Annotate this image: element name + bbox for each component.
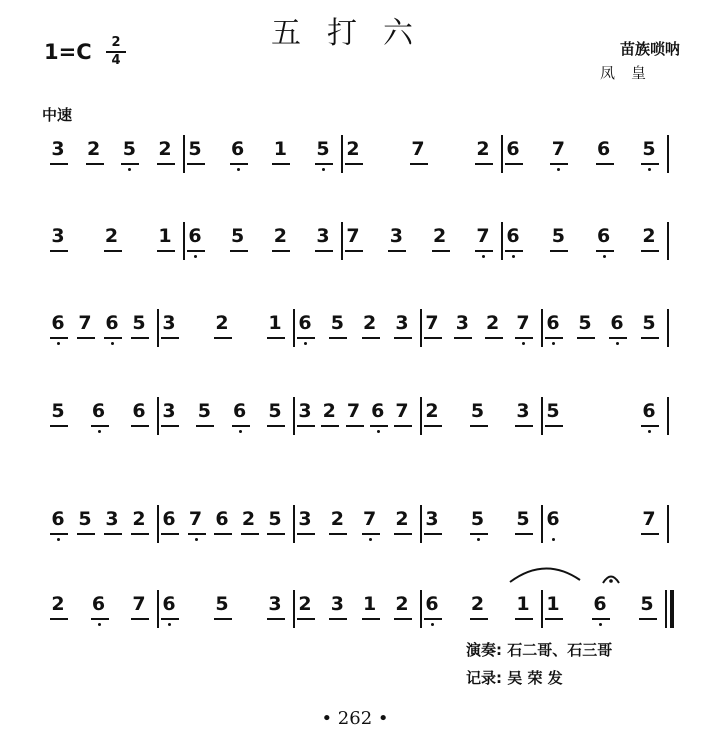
note: 7 (551, 138, 565, 160)
note: 3 (455, 312, 469, 334)
octave-dot (304, 342, 307, 345)
time-signature-top: 2 (111, 35, 121, 50)
octave-dot (603, 255, 606, 258)
note: 6 (231, 138, 245, 160)
note: 2 (476, 138, 490, 160)
barline (541, 590, 543, 628)
beam (321, 425, 339, 427)
beam (297, 337, 315, 339)
note: 7 (346, 225, 360, 247)
note: 2 (51, 593, 65, 615)
beam (241, 533, 259, 535)
beam (91, 618, 109, 620)
beam (515, 618, 533, 620)
beam (545, 337, 563, 339)
notation-row (0, 222, 710, 282)
note: 5 (330, 312, 344, 334)
note: 7 (188, 508, 203, 530)
beam (515, 425, 533, 427)
key-signature: 1=C (44, 40, 92, 64)
note: 3 (425, 508, 439, 530)
beam (297, 425, 315, 427)
barline (667, 222, 669, 260)
beam (475, 250, 493, 252)
note: 5 (268, 508, 282, 530)
time-signature (106, 36, 126, 68)
beam (432, 250, 450, 252)
beam (394, 425, 412, 427)
beam (424, 425, 442, 427)
note: 5 (231, 225, 245, 247)
note: 2 (322, 400, 336, 422)
octave-dot (369, 538, 372, 541)
note: 7 (425, 312, 439, 334)
beam (639, 618, 657, 620)
note: 7 (363, 508, 377, 530)
note: 6 (610, 312, 624, 334)
beam (161, 618, 179, 620)
note: 2 (298, 593, 312, 615)
beam (267, 337, 285, 339)
note: 2 (470, 593, 485, 615)
note: 2 (158, 138, 172, 160)
beam (315, 250, 333, 252)
beam (370, 425, 388, 427)
note: 5 (78, 508, 92, 530)
note: 3 (389, 225, 403, 247)
note: 2 (132, 508, 146, 530)
note: 2 (87, 138, 101, 160)
octave-dot (194, 255, 197, 258)
performer-label: 演奏: (466, 641, 502, 659)
beam (362, 337, 380, 339)
barline (341, 222, 343, 260)
note: 5 (197, 400, 211, 422)
beam (214, 533, 232, 535)
beam (329, 618, 347, 620)
beam (545, 618, 563, 620)
barline (667, 397, 669, 435)
beam (267, 425, 285, 427)
beam (230, 163, 248, 165)
beam (550, 163, 568, 165)
barline (157, 309, 159, 347)
beam (485, 337, 503, 339)
barline (420, 397, 422, 435)
note: 2 (104, 225, 119, 247)
slur-mark (505, 560, 585, 584)
note: 6 (51, 312, 65, 334)
note: 6 (597, 225, 611, 247)
beam (577, 337, 595, 339)
beam (91, 425, 109, 427)
beam (50, 163, 68, 165)
octave-dot (599, 623, 602, 626)
beam (104, 533, 122, 535)
beam (230, 250, 248, 252)
note: 2 (395, 593, 409, 615)
origin-label: 凤皇 (600, 64, 663, 82)
octave-dot (98, 623, 101, 626)
barline (183, 135, 185, 173)
note: 6 (642, 400, 656, 422)
barline (501, 135, 503, 173)
note: 3 (395, 312, 409, 334)
beam (161, 425, 179, 427)
note: 3 (51, 225, 65, 247)
note: 3 (268, 593, 282, 615)
note: 5 (470, 400, 485, 422)
beam (394, 533, 412, 535)
note: 2 (433, 225, 447, 247)
barline (667, 309, 669, 347)
note: 6 (546, 312, 560, 334)
note: 3 (316, 225, 330, 247)
beam (214, 618, 232, 620)
note: 5 (546, 400, 560, 422)
beam (131, 533, 149, 535)
performer-line (466, 636, 612, 664)
beam (470, 425, 488, 427)
beam (50, 337, 68, 339)
note: 5 (188, 138, 202, 160)
note: 7 (395, 400, 409, 422)
beam (121, 163, 139, 165)
octave-dot (552, 538, 555, 541)
genre-label: 苗族唢呐 (619, 40, 680, 58)
note: 6 (91, 593, 106, 615)
barline (501, 222, 503, 260)
beam (329, 337, 347, 339)
barline (183, 222, 185, 260)
note: 3 (105, 508, 119, 530)
note: 2 (346, 138, 360, 160)
note: 3 (51, 138, 65, 160)
note: 2 (395, 508, 409, 530)
beam (609, 337, 627, 339)
beam (470, 618, 488, 620)
beam (424, 618, 442, 620)
note: 3 (516, 400, 530, 422)
octave-dot (431, 623, 434, 626)
note: 6 (215, 508, 229, 530)
note: 6 (546, 508, 560, 530)
note: 5 (640, 593, 654, 615)
note: 3 (330, 593, 344, 615)
beam (187, 163, 205, 165)
barline (541, 309, 543, 347)
note: 5 (642, 312, 656, 334)
octave-dot (522, 342, 525, 345)
barline (420, 505, 422, 543)
beam (550, 250, 568, 252)
note: 5 (122, 138, 136, 160)
octave-dot (168, 623, 171, 626)
beam (188, 533, 206, 535)
beam (362, 618, 380, 620)
octave-dot (239, 430, 242, 433)
note: 2 (330, 508, 344, 530)
notation-row (0, 397, 710, 457)
barline (157, 397, 159, 435)
beam (187, 250, 205, 252)
beam (272, 163, 290, 165)
octave-dot (195, 538, 198, 541)
octave-dot (616, 342, 619, 345)
beam (345, 250, 363, 252)
note: 2 (215, 312, 229, 334)
beam (131, 337, 149, 339)
beam (315, 163, 333, 165)
note: 3 (162, 400, 176, 422)
octave-dot (57, 342, 60, 345)
beam (50, 618, 68, 620)
barline (293, 397, 295, 435)
note: 5 (215, 593, 229, 615)
beam (297, 618, 315, 620)
note: 3 (298, 508, 312, 530)
note: 2 (273, 225, 287, 247)
recorder-label: 记录: (466, 669, 502, 687)
octave-dot (111, 342, 114, 345)
note: 5 (642, 138, 656, 160)
note: 6 (597, 138, 611, 160)
note: 6 (105, 312, 119, 334)
beam (50, 250, 68, 252)
beam (267, 618, 285, 620)
note: 6 (51, 508, 65, 530)
octave-dot (322, 168, 325, 171)
barline (541, 397, 543, 435)
barline (341, 135, 343, 173)
beam (515, 337, 533, 339)
beam (77, 533, 95, 535)
note: 2 (241, 508, 256, 530)
octave-dot (237, 168, 240, 171)
final-barline (670, 590, 674, 628)
credits (466, 636, 612, 692)
beam (470, 533, 488, 535)
note: 6 (91, 400, 106, 422)
beam (267, 533, 285, 535)
note: 2 (425, 400, 439, 422)
note: 6 (233, 400, 247, 422)
note: 2 (363, 312, 377, 334)
note: 5 (316, 138, 330, 160)
beam (161, 337, 179, 339)
beam (641, 337, 659, 339)
beam (104, 337, 122, 339)
octave-dot (482, 255, 485, 258)
page-number: • 262 • (321, 708, 389, 729)
notation-row (0, 309, 710, 369)
beam (214, 337, 232, 339)
note: 7 (346, 400, 361, 422)
octave-dot (98, 430, 101, 433)
note: 5 (578, 312, 592, 334)
note: 1 (516, 593, 530, 615)
note: 6 (425, 593, 439, 615)
note: 1 (268, 312, 282, 334)
note: 5 (516, 508, 530, 530)
beam (596, 250, 614, 252)
note: 5 (268, 400, 282, 422)
barline (420, 590, 422, 628)
octave-dot (648, 168, 651, 171)
note: 5 (551, 225, 565, 247)
barline (420, 309, 422, 347)
tempo-marking: 中速 (42, 106, 73, 124)
note: 1 (363, 593, 377, 615)
note: 2 (486, 312, 500, 334)
beam (641, 163, 659, 165)
time-signature-bottom: 4 (111, 53, 121, 68)
notation-row (0, 135, 710, 195)
beam (641, 250, 659, 252)
beam (505, 163, 523, 165)
beam (272, 250, 290, 252)
barline (665, 590, 667, 628)
beam (475, 163, 493, 165)
note: 6 (506, 138, 520, 160)
beam (329, 533, 347, 535)
song-title: 五打六 (271, 16, 439, 51)
performer-name: 石二哥、石三哥 (507, 641, 613, 659)
fermata-mark (601, 572, 621, 584)
note: 7 (476, 225, 490, 247)
beam (50, 533, 68, 535)
barline (667, 135, 669, 173)
beam (388, 250, 406, 252)
beam (394, 337, 412, 339)
note: 7 (411, 138, 425, 160)
recorder-name: 吴 荣 发 (507, 669, 563, 687)
beam (394, 618, 412, 620)
beam (454, 337, 472, 339)
note: 6 (132, 400, 146, 422)
notation-row (0, 505, 710, 565)
beam (297, 533, 315, 535)
octave-dot (377, 430, 380, 433)
beam (545, 425, 563, 427)
beam (157, 163, 175, 165)
beam (346, 425, 364, 427)
note: 1 (273, 138, 287, 160)
note: 1 (158, 225, 172, 247)
octave-dot (477, 538, 480, 541)
beam (345, 163, 363, 165)
beam (362, 533, 380, 535)
octave-dot (557, 168, 560, 171)
barline (667, 505, 669, 543)
beam (196, 425, 214, 427)
note: 3 (162, 312, 176, 334)
beam (77, 337, 95, 339)
octave-dot (648, 430, 651, 433)
note: 6 (506, 225, 520, 247)
beam (641, 425, 659, 427)
beam (596, 163, 614, 165)
barline (293, 590, 295, 628)
barline (157, 505, 159, 543)
octave-dot (57, 538, 60, 541)
beam (641, 533, 659, 535)
octave-dot (128, 168, 131, 171)
beam (131, 425, 149, 427)
note: 6 (162, 508, 176, 530)
beam (410, 163, 428, 165)
barline (541, 505, 543, 543)
barline (293, 309, 295, 347)
note: 6 (188, 225, 202, 247)
beam (104, 250, 122, 252)
note: 7 (642, 508, 656, 530)
beam (232, 425, 250, 427)
note: 2 (642, 225, 656, 247)
note: 5 (132, 312, 146, 334)
note: 7 (132, 593, 146, 615)
note: 7 (516, 312, 530, 334)
note: 6 (371, 400, 385, 422)
beam (161, 533, 179, 535)
beam (86, 163, 104, 165)
note: 1 (546, 593, 560, 615)
note: 6 (162, 593, 176, 615)
octave-dot (512, 255, 515, 258)
octave-dot (552, 342, 555, 345)
note: 5 (51, 400, 65, 422)
barline (293, 505, 295, 543)
beam (505, 250, 523, 252)
note: 5 (470, 508, 485, 530)
beam (424, 533, 442, 535)
beam (157, 250, 175, 252)
barline (157, 590, 159, 628)
beam (424, 337, 442, 339)
beam (131, 618, 149, 620)
note: 6 (298, 312, 312, 334)
note: 6 (593, 593, 607, 615)
note: 7 (78, 312, 92, 334)
beam (50, 425, 68, 427)
beam (515, 533, 533, 535)
beam (592, 618, 610, 620)
note: 3 (298, 400, 312, 422)
recorder-line (466, 664, 612, 692)
